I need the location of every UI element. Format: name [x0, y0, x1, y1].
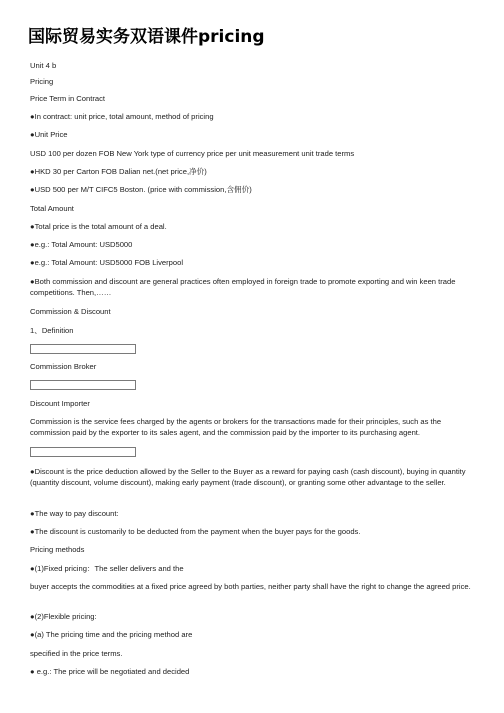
- text-discount-importer: Discount Importer: [30, 399, 90, 408]
- text-line-unit: Unit 4 b: [30, 61, 57, 70]
- bullet-total-example-2: ●e.g.: Total Amount: USD5000 FOB Liverpool: [30, 258, 184, 267]
- paragraph-discount-definition: ●Discount is the price deduction allowed by the Seller to the Buyer as a reward for paying cash (cash discount), buying in quantity (quantity discount, volume discount), making early payment (trade discount), or granting some other advantage to the seller.: [30, 467, 466, 487]
- bullet-usd-example: ●USD 500 per M/T CIFC5 Boston. (price with commission,含佣价): [30, 185, 252, 194]
- text-unit-price-example: USD 100 per dozen FOB New York type of currency price per unit measurement unit trade terms: [30, 149, 355, 158]
- heading-commission-discount: Commission & Discount: [30, 307, 111, 316]
- bullet-fixed-pricing: ●(1)Fixed pricing：The seller delivers and the: [30, 564, 184, 573]
- bullet-commission-discount-intro: ●Both commission and discount are general practices often employed in foreign trade to promote exporting and win keen trade competitions. Then,……: [30, 277, 456, 297]
- heading-total-amount: Total Amount: [30, 204, 74, 213]
- bullet-flexible-pricing: ●(2)Flexible pricing:: [30, 612, 97, 621]
- paragraph-commission-definition: Commission is the service fees charged by the agents or brokers for the transactions made for their principles, such as the commission paid by the exporter to its sales agent, and the commission paid by the importer to its purchasing agent.: [30, 417, 442, 437]
- image-placeholder-1: [30, 344, 136, 354]
- heading-definition: 1、Definition: [30, 326, 74, 335]
- text-price-terms: specified in the price terms.: [30, 649, 123, 658]
- document-title: 国际贸易实务双语课件pricing: [28, 27, 265, 47]
- text-fixed-pricing-detail: buyer accepts the commodities at a fixed price agreed by both parties, neither party shall have the right to change the agreed price.: [30, 582, 471, 591]
- bullet-hkd-example: ●HKD 30 per Carton FOB Dalian net.(net price,净价): [30, 167, 207, 176]
- bullet-in-contract: ●In contract: unit price, total amount, method of pricing: [30, 112, 214, 121]
- image-placeholder-2: [30, 380, 136, 390]
- bullet-total-example-1: ●e.g.: Total Amount: USD5000: [30, 240, 133, 249]
- heading-pricing-methods: Pricing methods: [30, 545, 85, 554]
- bullet-total-price: ●Total price is the total amount of a deal.: [30, 222, 167, 231]
- bullet-price-negotiated: ● e.g.: The price will be negotiated and decided: [30, 667, 190, 676]
- bullet-discount-deducted: ●The discount is customarily to be deducted from the payment when the buyer pays for the goods.: [30, 527, 361, 536]
- text-line-pricing: Pricing: [30, 77, 54, 86]
- image-placeholder-3: [30, 447, 136, 457]
- text-commission-broker: Commission Broker: [30, 362, 97, 371]
- heading-price-term: Price Term in Contract: [30, 94, 105, 103]
- bullet-pricing-time: ●(a) The pricing time and the pricing method are: [30, 630, 193, 639]
- bullet-way-to-pay: ●The way to pay discount:: [30, 509, 119, 518]
- bullet-unit-price: ●Unit Price: [30, 130, 68, 139]
